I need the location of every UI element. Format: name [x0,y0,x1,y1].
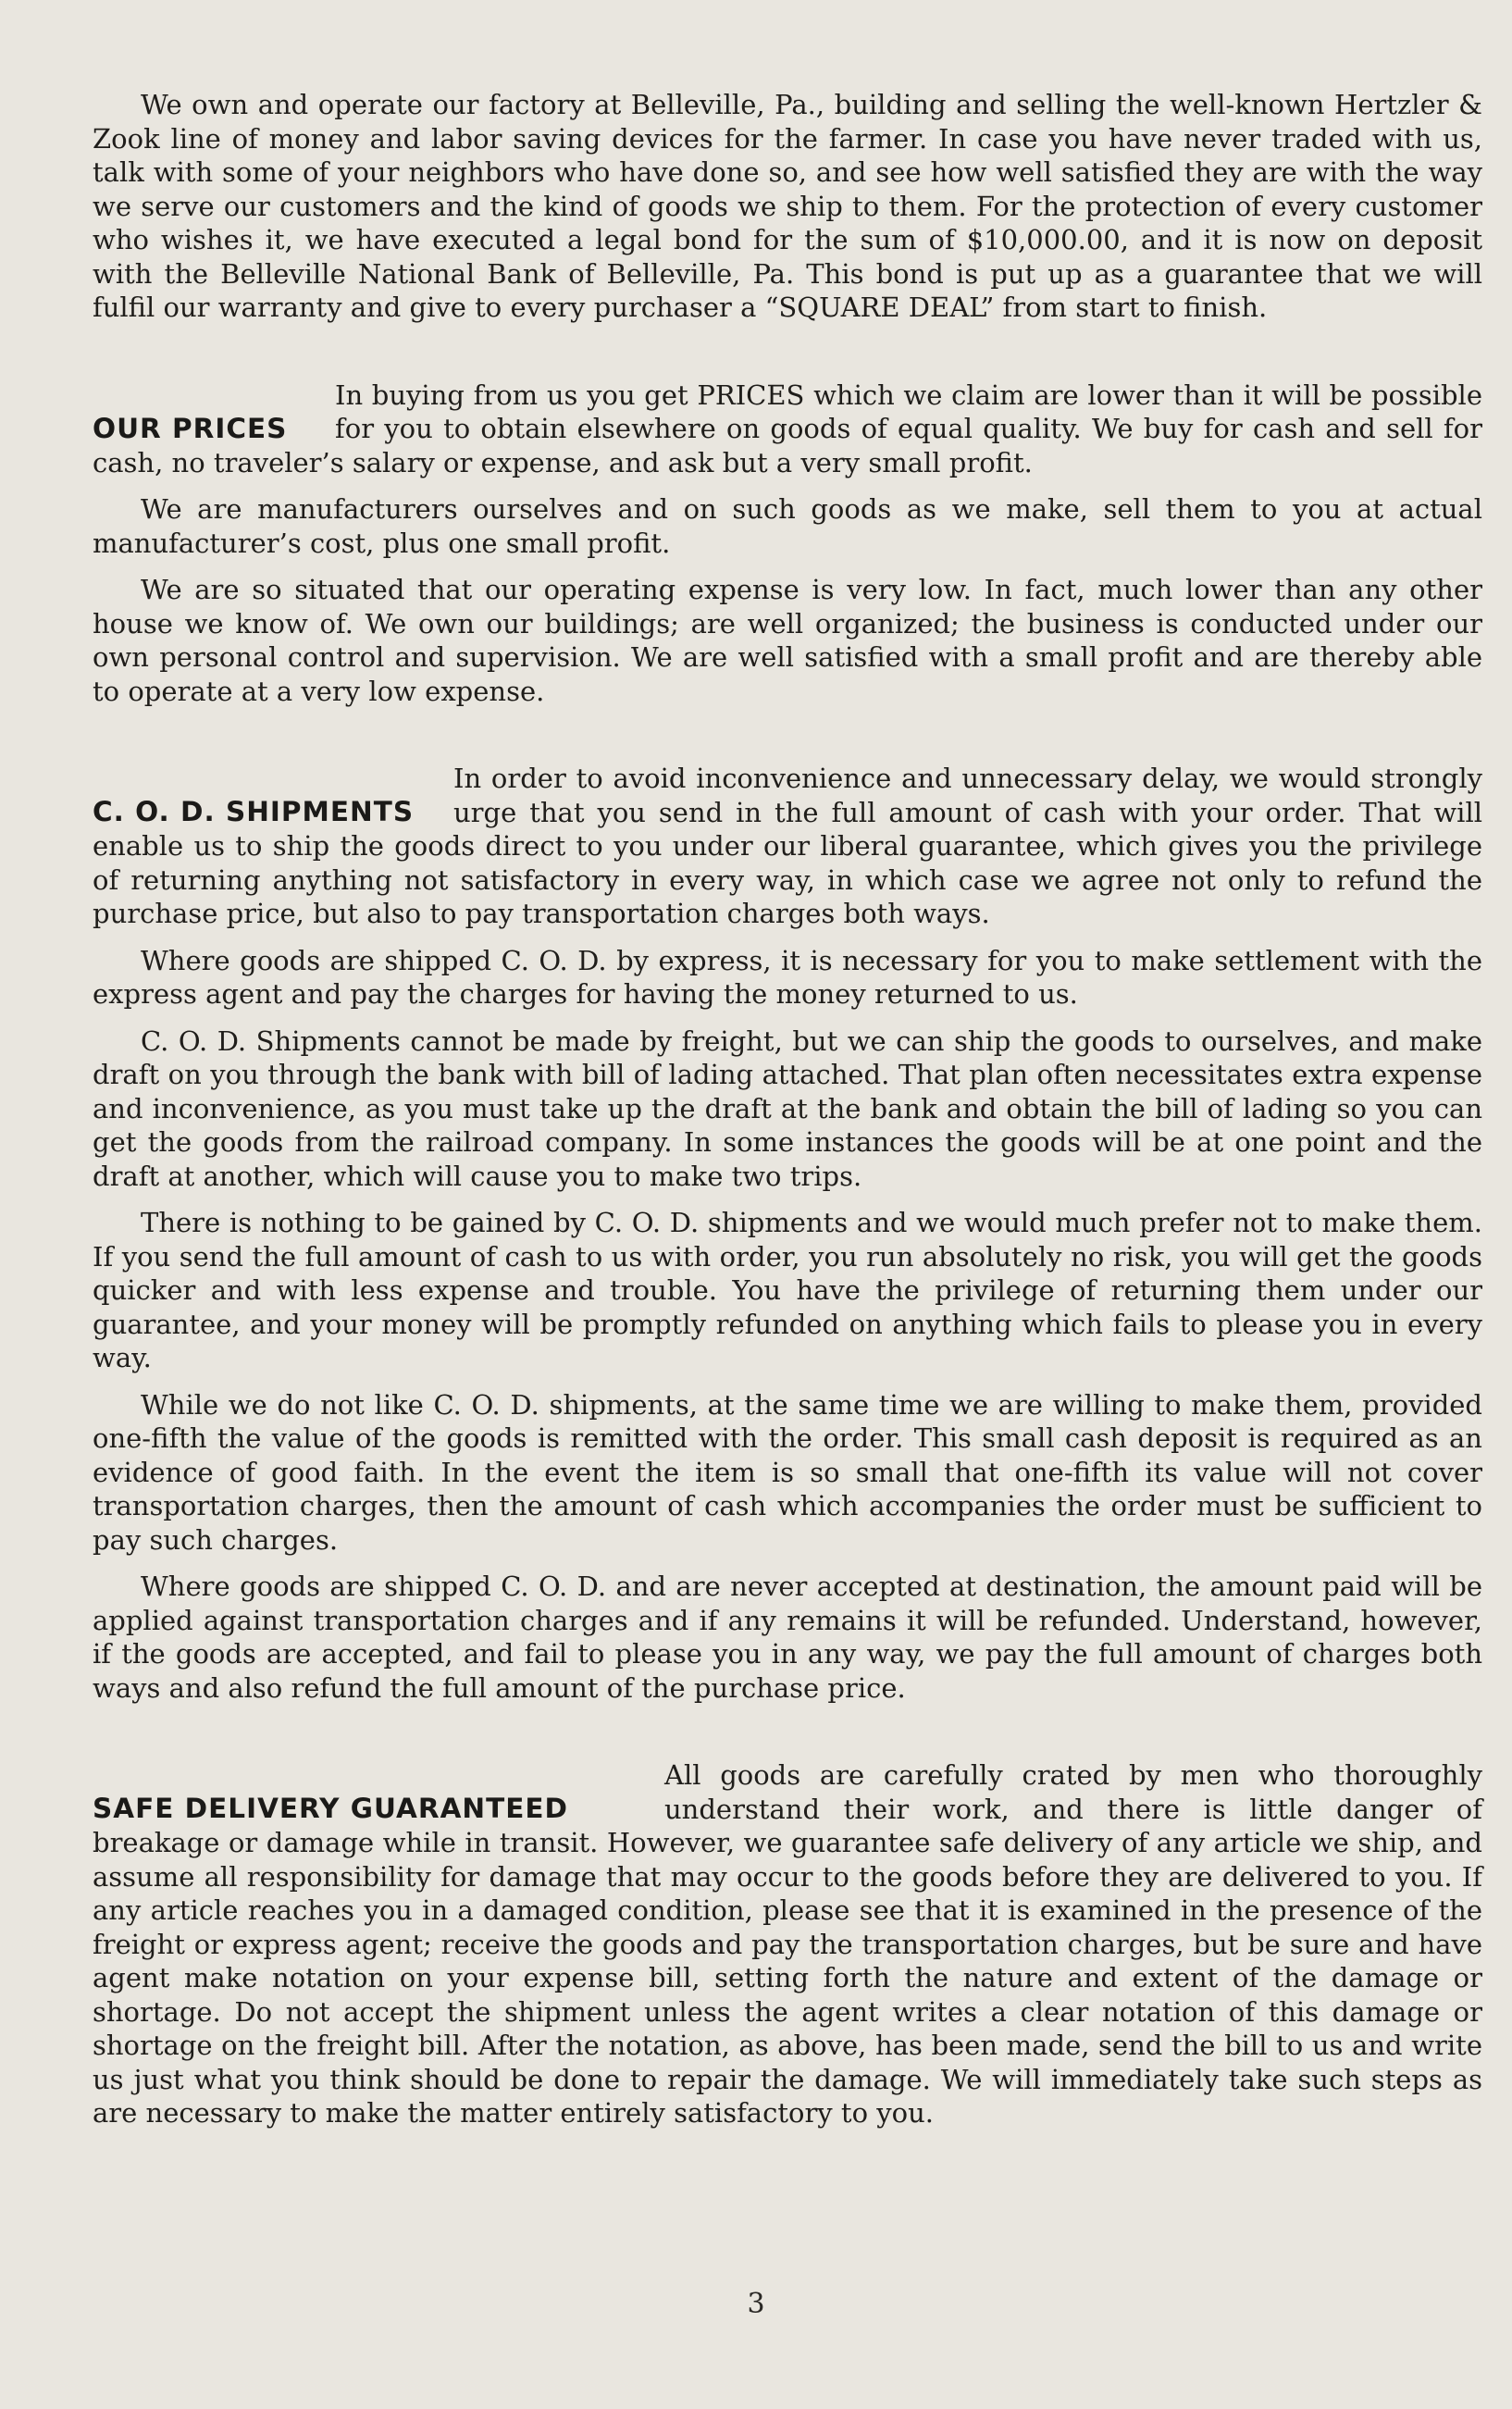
cod-paragraph-5: While we do not like C. O. D. shipments, at the same time we are willing to make them, provided one-fifth the value of the goods is remitted with the order. This small cash deposit is required as an evidence of good faith. In the event the item is so small that one-fifth its value will not cover transportation charges, then the amount of cash which accompanies the order must be sufficient to pay such charges. [93,1388,1482,1556]
cod-paragraph-6: Where goods are shipped C. O. D. and are never accepted at destination, the amount paid will be applied against transportation charges and if any remains it will be refunded. Understand, however, if the goods are accepted, and fail to please you in any way, we pay the full amount of charges both ways and also refund the full amount of the purchase price. [93,1571,1482,1704]
cod-paragraph-2: Where goods are shipped C. O. D. by express, it is necessary for you to make settlement with the express agent and pay the charges for having the money returned to us. [93,944,1482,1010]
cod-paragraph-1: In order to avoid inconvenience and unnecessary delay, we would strongly urge that you send in the full amount of cash with your order. That will enable us to ship the goods direct to you under our liberal guarantee, which gives you the privilege of returning anything not satisfactory in every way, in which case we agree not only to refund the purchase price, but also to pay transportation charges both ways. [93,763,1482,929]
cod-paragraph-3: C. O. D. Shipments cannot be made by freight, but we can ship the goods to ourselves, and make draft on you through the bank with bill of lading attached. That plan often necessitates extra expense and inconvenience, as you must take up the draft at the bank and obtain the bill of lading so you can get the goods from the railroad company. In some instances the goods will be at one point and the draft at another, which will cause you to make two trips. [93,1024,1482,1192]
intro-paragraph: We own and operate our factory at Belleville, Pa., building and selling the well-known Hertzler & Zook line of money and labor saving devices for the farmer. In case you have never traded with us, talk with some of your neighbors who have done so, and see how well satisfied they are with the way we serve our customers and the kind of goods we ship to them. For the protection of every customer who wishes it, we have executed a legal bond for the sum of $10,000.00, and it is now on deposit with the Belleville National Bank of Belleville, Pa. This bond is put up as a guarantee that we will fulfil our warranty and give to every purchaser a “SQUARE DEAL” from start to finish. [93,89,1482,323]
cod-paragraph-4: There is nothing to be gained by C. O. D. shipments and we would much prefer not to make them. If you send the full amount of cash to us with order, you run absolutely no risk, you will get the goods quicker and with less expense and trouble. You have the privilege of returning them under our guarantee, and your money will be promptly refunded on anything which fails to please you in every way. [93,1207,1482,1373]
prices-paragraph-3: We are so situated that our operating expense is very low. In fact, much lower than any other house we know of. We own our buildings; are well organized; the business is conducted under our own personal control and supervision. We are well satisfied with a small profit and are thereby able to operate at a very low expense. [93,574,1482,707]
safe-delivery-paragraph: All goods are carefully crated by men who thoroughly understand their work, and there is little danger of breakage or damage while in transit. However, we guarantee safe delivery of any article we ship, and assume all responsibility for damage that may occur to the goods before they are delivered to you. If any article reaches you in a damaged condition, please see that it is examined in the presence of the freight or express agent; receive the goods and pay the transportation charges, but be sure and have agent make notation on your expense bill, setting forth the nature and extent of the damage or shortage. Do not accept the shipment unless the agent writes a clear notation of this damage or shortage on the freight bill. After the notation, as above, has been made, send the bill to us and write us just what you think should be done to repair the damage. We will immediately take such steps as are necessary to make the matter entirely satisfactory to you. [93,1759,1482,2129]
prices-paragraph-1: In buying from us you get PRICES which we claim are lower than it will be possible for you to obtain elsewhere on goods of equal quality. We buy for cash and sell for cash, no traveler’s salary or expense, and ask but a very small profit. [93,379,1482,478]
cod-shipments-section [93,762,1482,1705]
our-prices-heading: OUR PRICES [93,412,288,444]
prices-paragraph-2: We are manufacturers ourselves and on such goods as we make, sell them to you at actual manufacturer’s cost, plus one small profit. [93,493,1482,559]
page-body [93,88,1482,2130]
cod-shipments-heading: C. O. D. SHIPMENTS [93,796,415,827]
page-number: 3 [747,2288,765,2320]
safe-delivery-section [93,1758,1482,2130]
our-prices-section [93,379,1482,709]
safe-delivery-heading: SAFE DELIVERY GUARANTEED [93,1793,569,1824]
